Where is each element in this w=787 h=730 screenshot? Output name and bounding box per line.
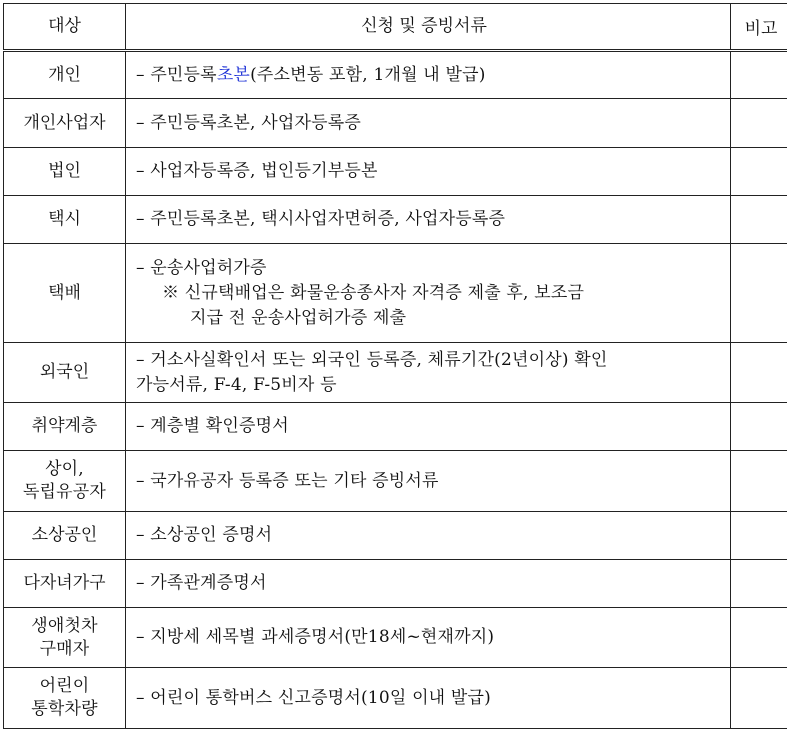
documents-cell	[126, 51, 731, 99]
target-cell: 다자녀가구	[4, 560, 126, 608]
table-row	[4, 51, 787, 99]
documents-cell	[126, 560, 731, 608]
header-documents: 신청 및 증빙서류	[126, 4, 731, 51]
documents-cell	[126, 403, 731, 451]
remarks-cell	[731, 148, 787, 196]
header-remarks: 비고	[731, 4, 787, 51]
target-cell: 법인	[4, 148, 126, 196]
document-note-line: 지급 전 운송사업허가증 제출	[190, 307, 407, 328]
remarks-cell	[731, 196, 787, 244]
documents-cell	[126, 451, 731, 512]
target-cell: 택배	[4, 244, 126, 343]
document-line: – 지방세 세목별 과세증명서(만18세~현재까지)	[136, 627, 495, 647]
document-line: – 운송사업허가증	[136, 257, 267, 278]
document-note-line: ※ 신규택배업은 화물운송종사자 자격증 제출 후, 보조금	[162, 282, 585, 303]
document-line: – 계층별 확인증명서	[136, 416, 289, 436]
requirements-table	[3, 3, 787, 729]
documents-cell	[126, 343, 731, 403]
remarks-cell	[731, 244, 787, 343]
table-row	[4, 244, 787, 343]
document-line: – 소상공인 증명서	[136, 525, 273, 545]
document-line: – 어린이 통학버스 신고증명서(10일 이내 발급)	[136, 687, 491, 708]
remarks-cell	[731, 403, 787, 451]
target-cell: 어린이 통학차량	[4, 668, 126, 729]
documents-cell	[126, 668, 731, 729]
target-cell: 소상공인	[4, 512, 126, 560]
remarks-cell	[731, 560, 787, 608]
remarks-cell	[731, 608, 787, 668]
remarks-cell	[731, 451, 787, 512]
documents-cell	[126, 148, 731, 196]
table-row	[4, 148, 787, 196]
document-line: – 주민등록초본(주소변동 포함, 1개월 내 발급)	[136, 64, 486, 85]
remarks-cell	[731, 512, 787, 560]
table-row	[4, 403, 787, 451]
documents-cell	[126, 608, 731, 668]
highlighted-text: 초본	[216, 64, 251, 85]
target-cell: 개인사업자	[4, 99, 126, 148]
table-row	[4, 560, 787, 608]
document-line: – 거소사실확인서 또는 외국인 등록증, 체류기간(2년이상) 확인	[136, 349, 608, 370]
table-header-row	[4, 4, 787, 51]
table-row	[4, 608, 787, 668]
target-cell: 택시	[4, 196, 126, 244]
header-target: 대상	[4, 4, 126, 51]
documents-cell	[126, 244, 731, 343]
remarks-cell	[731, 668, 787, 729]
documents-cell	[126, 512, 731, 560]
table-row	[4, 512, 787, 560]
documents-cell	[126, 196, 731, 244]
document-line: 가능서류, F-4, F-5비자 등	[136, 374, 337, 395]
document-line: – 가족관계증명서	[136, 573, 267, 593]
target-cell: 상이, 독립유공자	[4, 451, 126, 512]
table-row	[4, 196, 787, 244]
table-row	[4, 343, 787, 403]
target-cell: 외국인	[4, 343, 126, 403]
document-line: – 국가유공자 등록증 또는 기타 증빙서류	[136, 470, 439, 491]
target-cell: 취약계층	[4, 403, 126, 451]
remarks-cell	[731, 343, 787, 403]
target-cell: 개인	[4, 51, 126, 99]
document-line: – 주민등록초본, 택시사업자면허증, 사업자등록증	[136, 209, 506, 229]
document-line: – 사업자등록증, 법인등기부등본	[136, 161, 378, 181]
target-cell: 생애첫차 구매자	[4, 608, 126, 668]
documents-cell	[126, 99, 731, 148]
remarks-cell	[731, 51, 787, 99]
table-row	[4, 451, 787, 512]
table-row	[4, 99, 787, 148]
table-row	[4, 668, 787, 729]
remarks-cell	[731, 99, 787, 148]
document-line: – 주민등록초본, 사업자등록증	[136, 112, 361, 133]
